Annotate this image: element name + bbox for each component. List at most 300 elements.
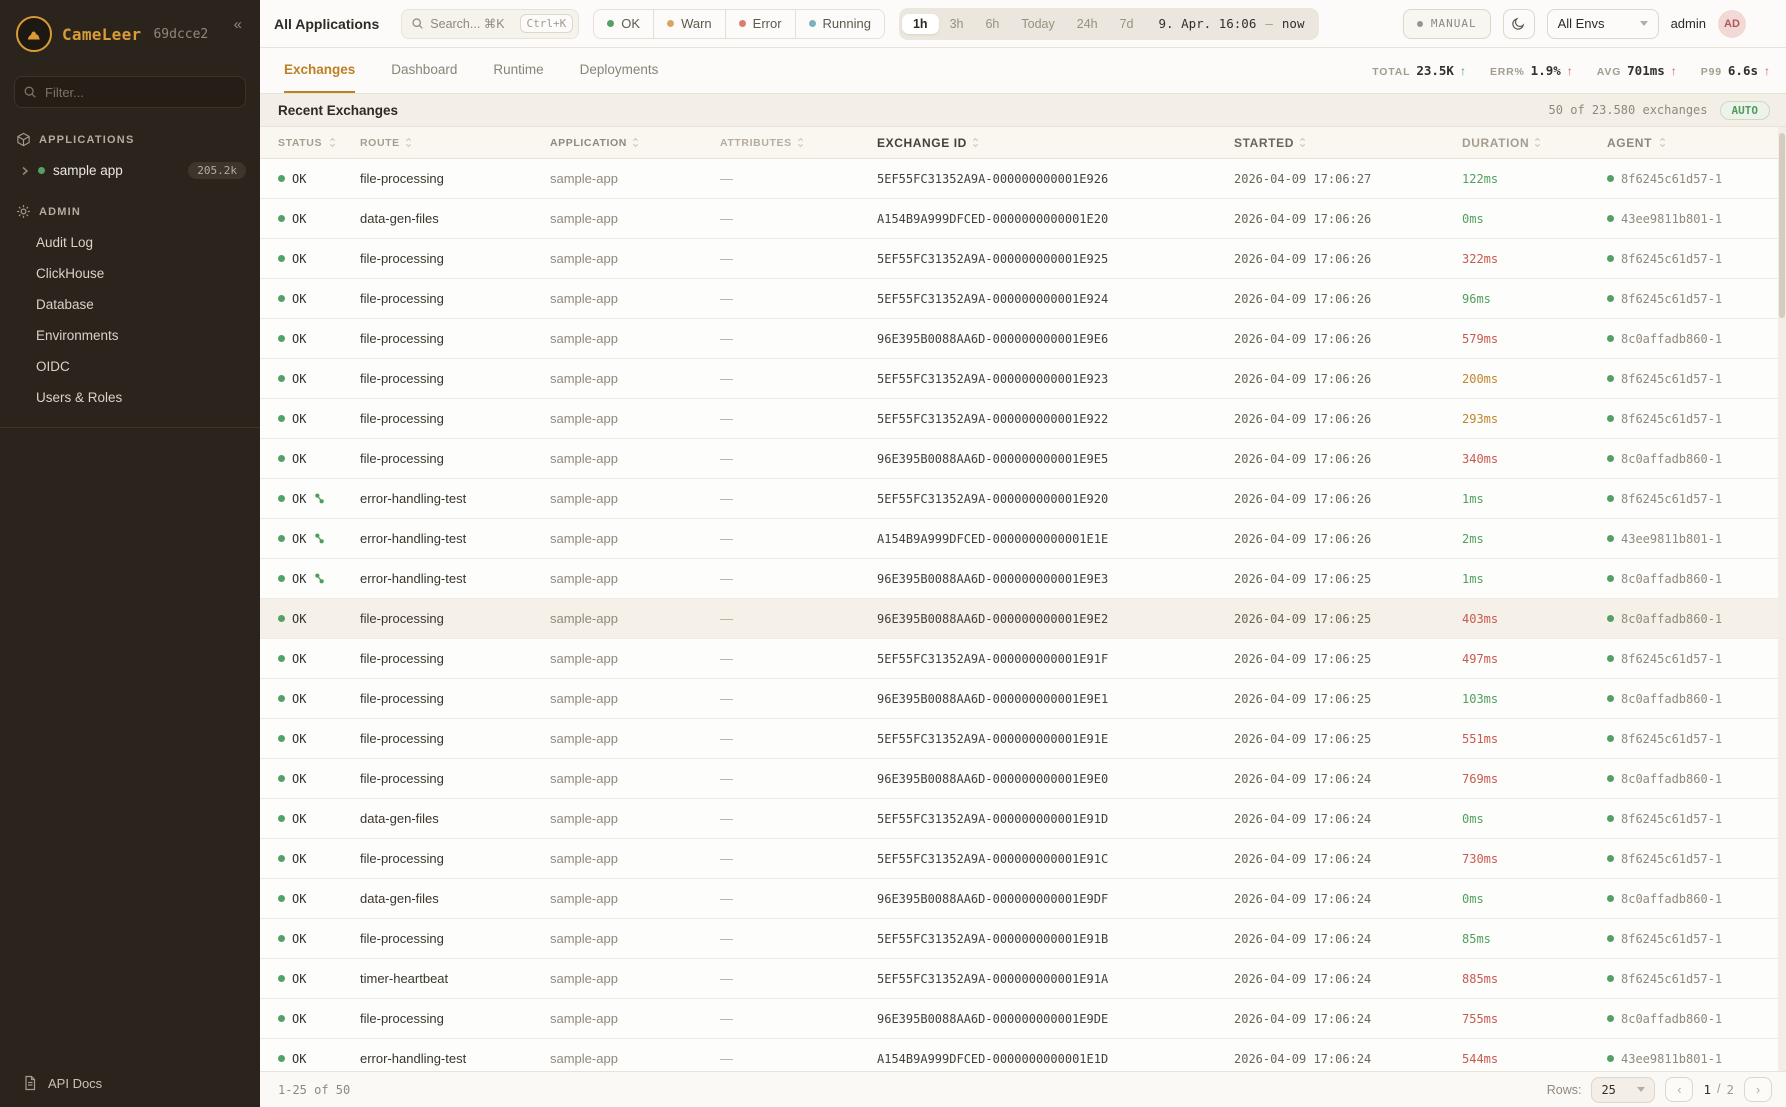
agent-cell bbox=[1607, 932, 1786, 946]
duration-cell: 340ms bbox=[1462, 451, 1499, 466]
duration-cell: 497ms bbox=[1462, 651, 1499, 666]
time-window-to: now bbox=[1281, 16, 1305, 31]
app-version: 69dcce2 bbox=[153, 26, 209, 42]
search-icon bbox=[23, 85, 37, 99]
duration-cell: 0ms bbox=[1462, 811, 1484, 826]
exchange-id-cell: 5EF55FC31352A9A-000000000001E920 bbox=[877, 491, 1109, 506]
search-icon bbox=[411, 17, 424, 30]
exchange-id-cell: A154B9A999DFCED-0000000000001E1D bbox=[877, 1051, 1109, 1066]
agent-cell bbox=[1607, 1052, 1786, 1066]
agent-id: 8c0affadb860-1 bbox=[1621, 691, 1723, 706]
status-ok-dot bbox=[278, 1055, 285, 1062]
tab-deployments[interactable]: Deployments bbox=[579, 62, 659, 77]
time-range-selector bbox=[899, 8, 1319, 40]
started-cell: 2026-04-09 17:06:24 bbox=[1234, 811, 1372, 826]
agent-id: 8f6245c61d57-1 bbox=[1621, 651, 1723, 666]
route-cell: file-processing bbox=[360, 251, 444, 266]
table-row[interactable] bbox=[260, 559, 1786, 599]
duration-cell: 769ms bbox=[1462, 771, 1499, 786]
trend-up-icon: ↑ bbox=[1566, 64, 1573, 78]
agent-status-dot bbox=[1607, 215, 1614, 222]
column-header-agent[interactable]: AGENT bbox=[1607, 136, 1786, 150]
tab-runtime[interactable]: Runtime bbox=[493, 62, 544, 77]
attributes-cell: — bbox=[720, 371, 733, 386]
applications-section-header: APPLICATIONS bbox=[0, 114, 260, 155]
column-header-application[interactable]: APPLICATION bbox=[550, 137, 720, 149]
agent-cell bbox=[1607, 692, 1786, 706]
status-filter-group bbox=[593, 9, 885, 39]
status-label: OK bbox=[292, 811, 307, 826]
duration-cell: 122ms bbox=[1462, 171, 1499, 186]
agent-status-dot bbox=[1607, 495, 1614, 502]
attributes-cell: — bbox=[720, 571, 733, 586]
manual-mode-button[interactable]: MANUAL bbox=[1403, 9, 1491, 39]
agent-id: 8c0affadb860-1 bbox=[1621, 891, 1723, 906]
status-label: OK bbox=[292, 931, 307, 946]
started-cell: 2026-04-09 17:06:26 bbox=[1234, 411, 1372, 426]
exchange-id-cell: 5EF55FC31352A9A-000000000001E91D bbox=[877, 811, 1109, 826]
agent-status-dot bbox=[1607, 1015, 1614, 1022]
exchange-id-cell: 5EF55FC31352A9A-000000000001E922 bbox=[877, 411, 1109, 426]
app-count-badge: 205.2k bbox=[188, 162, 246, 179]
agent-status-dot bbox=[1607, 455, 1614, 462]
agent-status-dot bbox=[1607, 255, 1614, 262]
stat-total: TOTAL 23.5K ↑ bbox=[1372, 63, 1466, 78]
scope-selector[interactable]: All Applications bbox=[274, 15, 380, 32]
table-row[interactable] bbox=[260, 479, 1786, 519]
status-ok-dot bbox=[278, 255, 285, 262]
application-cell: sample-app bbox=[550, 571, 618, 586]
started-cell: 2026-04-09 17:06:26 bbox=[1234, 371, 1372, 386]
sort-icon bbox=[1659, 137, 1666, 148]
time-window-separator: — bbox=[1265, 16, 1273, 31]
duration-cell: 885ms bbox=[1462, 971, 1499, 986]
route-cell: error-handling-test bbox=[360, 531, 467, 546]
attributes-cell: — bbox=[720, 611, 733, 626]
route-cell: file-processing bbox=[360, 731, 444, 746]
tab-exchanges[interactable]: Exchanges bbox=[284, 48, 355, 93]
table-row[interactable] bbox=[260, 679, 1786, 719]
table-row[interactable] bbox=[260, 799, 1786, 839]
status-ok-dot bbox=[278, 455, 285, 462]
table-row[interactable] bbox=[260, 719, 1786, 759]
application-cell: sample-app bbox=[550, 1051, 618, 1066]
next-page-button[interactable]: › bbox=[1744, 1077, 1772, 1102]
table-row[interactable] bbox=[260, 879, 1786, 919]
application-cell: sample-app bbox=[550, 811, 618, 826]
agent-cell bbox=[1607, 972, 1786, 986]
agent-id: 8f6245c61d57-1 bbox=[1621, 171, 1723, 186]
agent-id: 8f6245c61d57-1 bbox=[1621, 731, 1723, 746]
trend-up-icon: ↑ bbox=[1670, 64, 1677, 78]
agent-id: 8c0affadb860-1 bbox=[1621, 571, 1723, 586]
duration-cell: 200ms bbox=[1462, 371, 1499, 386]
exchange-id-cell: 5EF55FC31352A9A-000000000001E91C bbox=[877, 851, 1109, 866]
status-label: OK bbox=[292, 851, 307, 866]
agent-cell bbox=[1607, 772, 1786, 786]
rows-per-page-label: Rows: bbox=[1546, 1082, 1582, 1097]
agent-id: 8f6245c61d57-1 bbox=[1621, 371, 1723, 386]
duration-cell: 403ms bbox=[1462, 611, 1499, 626]
started-cell: 2026-04-09 17:06:26 bbox=[1234, 291, 1372, 306]
agent-cell bbox=[1607, 332, 1786, 346]
status-label: OK bbox=[292, 971, 307, 986]
range-1h[interactable]: 1h bbox=[902, 14, 939, 34]
agent-id: 8f6245c61d57-1 bbox=[1621, 931, 1723, 946]
duration-cell: 293ms bbox=[1462, 411, 1499, 426]
status-ok-dot bbox=[278, 775, 285, 782]
route-cell: error-handling-test bbox=[360, 571, 467, 586]
column-header-started[interactable]: STARTED bbox=[1234, 136, 1462, 150]
exchange-id-cell: 96E395B0088AA6D-000000000001E9DE bbox=[877, 1011, 1109, 1026]
agent-status-dot bbox=[1607, 295, 1614, 302]
range-7d[interactable]: 7d bbox=[1119, 16, 1134, 31]
exchange-count-summary: 50 of 23.580 exchanges bbox=[1548, 103, 1708, 117]
started-cell: 2026-04-09 17:06:25 bbox=[1234, 731, 1372, 746]
chevron-down-icon bbox=[1640, 21, 1648, 26]
duration-cell: 2ms bbox=[1462, 531, 1484, 546]
status-label: OK bbox=[292, 691, 307, 706]
attributes-cell: — bbox=[720, 891, 733, 906]
agent-status-dot bbox=[1607, 935, 1614, 942]
application-cell: sample-app bbox=[550, 371, 618, 386]
table-title: Recent Exchanges bbox=[278, 102, 399, 118]
ok-dot bbox=[607, 20, 614, 27]
search-shortcut-badge: Ctrl+K bbox=[520, 14, 574, 33]
exchange-id-cell: 5EF55FC31352A9A-000000000001E924 bbox=[877, 291, 1109, 306]
agent-status-dot bbox=[1607, 535, 1614, 542]
table-row[interactable] bbox=[260, 839, 1786, 879]
range-6h[interactable]: 6h bbox=[985, 16, 1000, 31]
route-cell: file-processing bbox=[360, 691, 444, 706]
agent-cell bbox=[1607, 172, 1786, 186]
range-today[interactable]: Today bbox=[1021, 16, 1055, 31]
attributes-cell: — bbox=[720, 531, 733, 546]
current-page: 1 bbox=[1703, 1082, 1711, 1097]
sidebar-item-audit-log[interactable]: Audit Log bbox=[36, 235, 94, 250]
attributes-cell: — bbox=[720, 251, 733, 266]
status-ok-dot bbox=[278, 295, 285, 302]
status-ok-dot bbox=[278, 975, 285, 982]
duration-cell: 0ms bbox=[1462, 891, 1484, 906]
attributes-cell: — bbox=[720, 451, 733, 466]
table-row[interactable] bbox=[260, 999, 1786, 1039]
sidebar-item-oidc[interactable]: OIDC bbox=[36, 359, 70, 374]
table-row[interactable] bbox=[260, 759, 1786, 799]
started-cell: 2026-04-09 17:06:24 bbox=[1234, 891, 1372, 906]
table-row[interactable] bbox=[260, 1039, 1786, 1071]
status-ok-dot bbox=[278, 495, 285, 502]
attributes-cell: — bbox=[720, 1051, 733, 1066]
table-row[interactable] bbox=[260, 599, 1786, 639]
table-row[interactable] bbox=[260, 439, 1786, 479]
agent-status-dot bbox=[1607, 975, 1614, 982]
table-row[interactable] bbox=[260, 639, 1786, 679]
sidebar-item-environments[interactable]: Environments bbox=[36, 328, 119, 343]
exchange-id-cell: 5EF55FC31352A9A-000000000001E923 bbox=[877, 371, 1109, 386]
admin-section-header: ADMIN bbox=[0, 186, 260, 227]
route-cell: error-handling-test bbox=[360, 491, 467, 506]
exchange-id-cell: 96E395B0088AA6D-000000000001E9E2 bbox=[877, 611, 1109, 626]
started-cell: 2026-04-09 17:06:24 bbox=[1234, 1051, 1372, 1066]
filter-ok[interactable]: OK bbox=[594, 10, 654, 38]
avatar[interactable]: AD bbox=[1718, 10, 1746, 38]
trend-up-icon: ↑ bbox=[1459, 64, 1466, 78]
status-label: OK bbox=[292, 891, 307, 906]
table-row[interactable] bbox=[260, 319, 1786, 359]
manual-dot bbox=[1417, 21, 1423, 27]
application-cell: sample-app bbox=[550, 491, 618, 506]
agent-id: 8c0affadb860-1 bbox=[1621, 1011, 1723, 1026]
stat-p99: P99 6.6s ↑ bbox=[1700, 63, 1770, 78]
started-cell: 2026-04-09 17:06:25 bbox=[1234, 611, 1372, 626]
status-ok-dot bbox=[278, 215, 285, 222]
status-label: OK bbox=[292, 1051, 307, 1066]
duration-cell: 96ms bbox=[1462, 291, 1491, 306]
route-cell: data-gen-files bbox=[360, 211, 439, 226]
agent-id: 43ee9811b801-1 bbox=[1621, 531, 1723, 546]
table-row[interactable] bbox=[260, 359, 1786, 399]
agent-id: 8c0affadb860-1 bbox=[1621, 771, 1723, 786]
running-dot bbox=[809, 20, 816, 27]
attributes-cell: — bbox=[720, 171, 733, 186]
sidebar-item-database[interactable]: Database bbox=[36, 297, 94, 312]
agent-cell bbox=[1607, 412, 1786, 426]
table-row[interactable] bbox=[260, 919, 1786, 959]
column-header-status[interactable]: STATUS bbox=[278, 137, 360, 149]
column-header-route[interactable]: ROUTE bbox=[360, 137, 550, 149]
status-ok-dot bbox=[278, 655, 285, 662]
attributes-cell: — bbox=[720, 651, 733, 666]
application-cell: sample-app bbox=[550, 851, 618, 866]
agent-id: 8f6245c61d57-1 bbox=[1621, 291, 1723, 306]
agent-cell bbox=[1607, 652, 1786, 666]
agent-status-dot bbox=[1607, 895, 1614, 902]
stat-err: ERR% 1.9% ↑ bbox=[1489, 63, 1573, 78]
agent-cell bbox=[1607, 812, 1786, 826]
sidebar-item-clickhouse[interactable]: ClickHouse bbox=[36, 266, 105, 281]
range-24h[interactable]: 24h bbox=[1076, 16, 1098, 31]
route-cell: file-processing bbox=[360, 1011, 444, 1026]
sidebar-item-sample-app[interactable] bbox=[0, 155, 260, 186]
auto-refresh-toggle[interactable]: AUTO bbox=[1720, 101, 1771, 120]
status-ok-dot bbox=[278, 855, 285, 862]
status-label: OK bbox=[292, 1011, 307, 1026]
total-pages: 2 bbox=[1726, 1082, 1734, 1097]
duration-cell: 579ms bbox=[1462, 331, 1499, 346]
application-cell: sample-app bbox=[550, 291, 618, 306]
tab-dashboard[interactable]: Dashboard bbox=[391, 62, 458, 77]
status-ok-dot bbox=[278, 895, 285, 902]
duration-cell: 730ms bbox=[1462, 851, 1499, 866]
table-row[interactable] bbox=[260, 279, 1786, 319]
stat-avg: AVG 701ms ↑ bbox=[1596, 63, 1677, 78]
table-row[interactable] bbox=[260, 159, 1786, 199]
status-label: OK bbox=[292, 611, 307, 626]
stats-strip bbox=[1372, 48, 1770, 93]
status-label: OK bbox=[292, 491, 307, 506]
agent-status-dot bbox=[1607, 815, 1614, 822]
attributes-cell: — bbox=[720, 851, 733, 866]
started-cell: 2026-04-09 17:06:26 bbox=[1234, 211, 1372, 226]
application-cell: sample-app bbox=[550, 891, 618, 906]
table-row[interactable] bbox=[260, 239, 1786, 279]
user-name: admin bbox=[1670, 16, 1706, 31]
exchange-id-cell: 5EF55FC31352A9A-000000000001E91F bbox=[877, 651, 1109, 666]
started-cell: 2026-04-09 17:06:25 bbox=[1234, 571, 1372, 586]
search-input[interactable] bbox=[430, 17, 513, 31]
column-header-duration[interactable]: DURATION bbox=[1462, 136, 1607, 150]
application-cell: sample-app bbox=[550, 211, 618, 226]
table-row[interactable] bbox=[260, 959, 1786, 999]
status-ok-dot bbox=[278, 575, 285, 582]
attributes-cell: — bbox=[720, 331, 733, 346]
agent-cell bbox=[1607, 892, 1786, 906]
filter-warn[interactable]: Warn bbox=[654, 10, 726, 38]
filter-error[interactable]: Error bbox=[726, 10, 796, 38]
route-cell: file-processing bbox=[360, 371, 444, 386]
cameleer-logo-icon bbox=[16, 16, 52, 52]
route-cell: file-processing bbox=[360, 771, 444, 786]
sort-icon bbox=[797, 137, 804, 148]
rows-per-page-select[interactable]: 25 bbox=[1591, 1077, 1655, 1103]
agent-id: 8c0affadb860-1 bbox=[1621, 611, 1723, 626]
env-select[interactable]: All Envs bbox=[1547, 9, 1659, 39]
agent-cell bbox=[1607, 292, 1786, 306]
started-cell: 2026-04-09 17:06:26 bbox=[1234, 531, 1372, 546]
status-ok-dot bbox=[278, 375, 285, 382]
route-cell: data-gen-files bbox=[360, 811, 439, 826]
application-cell: sample-app bbox=[550, 611, 618, 626]
table-row[interactable] bbox=[260, 399, 1786, 439]
application-cell: sample-app bbox=[550, 971, 618, 986]
sidebar-filter-input[interactable] bbox=[14, 76, 246, 108]
attributes-cell: — bbox=[720, 491, 733, 506]
application-cell: sample-app bbox=[550, 691, 618, 706]
started-cell: 2026-04-09 17:06:26 bbox=[1234, 491, 1372, 506]
status-ok-dot bbox=[278, 615, 285, 622]
agent-status-dot bbox=[1607, 655, 1614, 662]
agent-cell bbox=[1607, 492, 1786, 506]
agent-id: 8f6245c61d57-1 bbox=[1621, 851, 1723, 866]
sort-icon bbox=[632, 137, 639, 148]
tabsbar bbox=[260, 48, 1786, 94]
scrollbar-track bbox=[1778, 127, 1786, 1071]
started-cell: 2026-04-09 17:06:26 bbox=[1234, 331, 1372, 346]
sort-icon bbox=[972, 137, 979, 148]
agent-status-dot bbox=[1607, 335, 1614, 342]
route-cell: file-processing bbox=[360, 331, 444, 346]
prev-page-button[interactable]: ‹ bbox=[1665, 1077, 1693, 1102]
trend-up-icon: ↑ bbox=[1764, 64, 1770, 78]
attributes-cell: — bbox=[720, 291, 733, 306]
sort-icon bbox=[329, 137, 336, 148]
linked-exchange-icon bbox=[313, 532, 326, 545]
route-cell: file-processing bbox=[360, 931, 444, 946]
sidebar-item-users-roles[interactable]: Users & Roles bbox=[36, 390, 123, 405]
exchange-id-cell: A154B9A999DFCED-0000000000001E1E bbox=[877, 531, 1109, 546]
linked-exchange-icon bbox=[313, 492, 326, 505]
duration-cell: 103ms bbox=[1462, 691, 1499, 706]
agent-status-dot bbox=[1607, 415, 1614, 422]
sidebar-collapse-icon[interactable]: « bbox=[233, 16, 242, 33]
application-cell: sample-app bbox=[550, 731, 618, 746]
status-label: OK bbox=[292, 731, 307, 746]
warn-dot bbox=[667, 20, 674, 27]
table-title-strip bbox=[260, 94, 1786, 127]
status-label: OK bbox=[292, 331, 307, 346]
duration-cell: 544ms bbox=[1462, 1051, 1499, 1066]
agent-id: 8f6245c61d57-1 bbox=[1621, 971, 1723, 986]
api-docs-link[interactable]: API Docs bbox=[0, 1061, 260, 1107]
application-cell: sample-app bbox=[550, 171, 618, 186]
agent-id: 8c0affadb860-1 bbox=[1621, 331, 1723, 346]
status-label: OK bbox=[292, 451, 307, 466]
duration-cell: 1ms bbox=[1462, 571, 1484, 586]
started-cell: 2026-04-09 17:06:26 bbox=[1234, 251, 1372, 266]
time-window[interactable] bbox=[1145, 16, 1317, 31]
status-label: OK bbox=[292, 211, 307, 226]
duration-cell: 1ms bbox=[1462, 491, 1484, 506]
exchange-id-cell: 96E395B0088AA6D-000000000001E9E3 bbox=[877, 571, 1109, 586]
chevron-right-icon[interactable] bbox=[20, 166, 30, 176]
route-cell: file-processing bbox=[360, 291, 444, 306]
agent-cell bbox=[1607, 252, 1786, 266]
scrollbar-thumb[interactable] bbox=[1779, 133, 1785, 318]
table-header bbox=[260, 127, 1786, 159]
route-cell: error-handling-test bbox=[360, 1051, 467, 1066]
status-ok-dot bbox=[278, 1015, 285, 1022]
route-cell: timer-heartbeat bbox=[360, 971, 449, 986]
exchange-id-cell: 96E395B0088AA6D-000000000001E9E1 bbox=[877, 691, 1109, 706]
exchanges-table bbox=[260, 94, 1786, 1071]
agent-status-dot bbox=[1607, 575, 1614, 582]
attributes-cell: — bbox=[720, 691, 733, 706]
agent-id: 8f6245c61d57-1 bbox=[1621, 411, 1723, 426]
table-body bbox=[260, 159, 1786, 1071]
duration-cell: 322ms bbox=[1462, 251, 1499, 266]
status-label: OK bbox=[292, 651, 307, 666]
document-icon bbox=[22, 1075, 38, 1091]
gear-icon bbox=[16, 204, 31, 219]
time-window-from: 9. Apr. 16:06 bbox=[1158, 16, 1257, 31]
status-ok-dot bbox=[278, 815, 285, 822]
agent-cell bbox=[1607, 1012, 1786, 1026]
route-cell: data-gen-files bbox=[360, 891, 439, 906]
status-label: OK bbox=[292, 171, 307, 186]
agent-id: 8c0affadb860-1 bbox=[1621, 451, 1723, 466]
column-header-attributes[interactable]: ATTRIBUTES bbox=[720, 137, 877, 149]
status-label: OK bbox=[292, 571, 307, 586]
agent-cell bbox=[1607, 372, 1786, 386]
exchange-id-cell: 96E395B0088AA6D-000000000001E9E6 bbox=[877, 331, 1109, 346]
started-cell: 2026-04-09 17:06:24 bbox=[1234, 771, 1372, 786]
agent-cell bbox=[1607, 532, 1786, 546]
column-header-exchange-id[interactable]: EXCHANGE ID bbox=[877, 136, 1234, 150]
global-search[interactable] bbox=[401, 9, 579, 39]
agent-status-dot bbox=[1607, 855, 1614, 862]
app-name: CameLeer bbox=[62, 24, 142, 44]
filter-running[interactable]: Running bbox=[796, 10, 884, 38]
dark-mode-toggle[interactable] bbox=[1503, 9, 1535, 39]
table-row[interactable] bbox=[260, 519, 1786, 559]
agent-id: 8f6245c61d57-1 bbox=[1621, 811, 1723, 826]
table-row[interactable] bbox=[260, 199, 1786, 239]
range-3h[interactable]: 3h bbox=[949, 16, 964, 31]
sidebar bbox=[0, 0, 260, 1107]
application-cell: sample-app bbox=[550, 651, 618, 666]
agent-id: 43ee9811b801-1 bbox=[1621, 1051, 1723, 1066]
